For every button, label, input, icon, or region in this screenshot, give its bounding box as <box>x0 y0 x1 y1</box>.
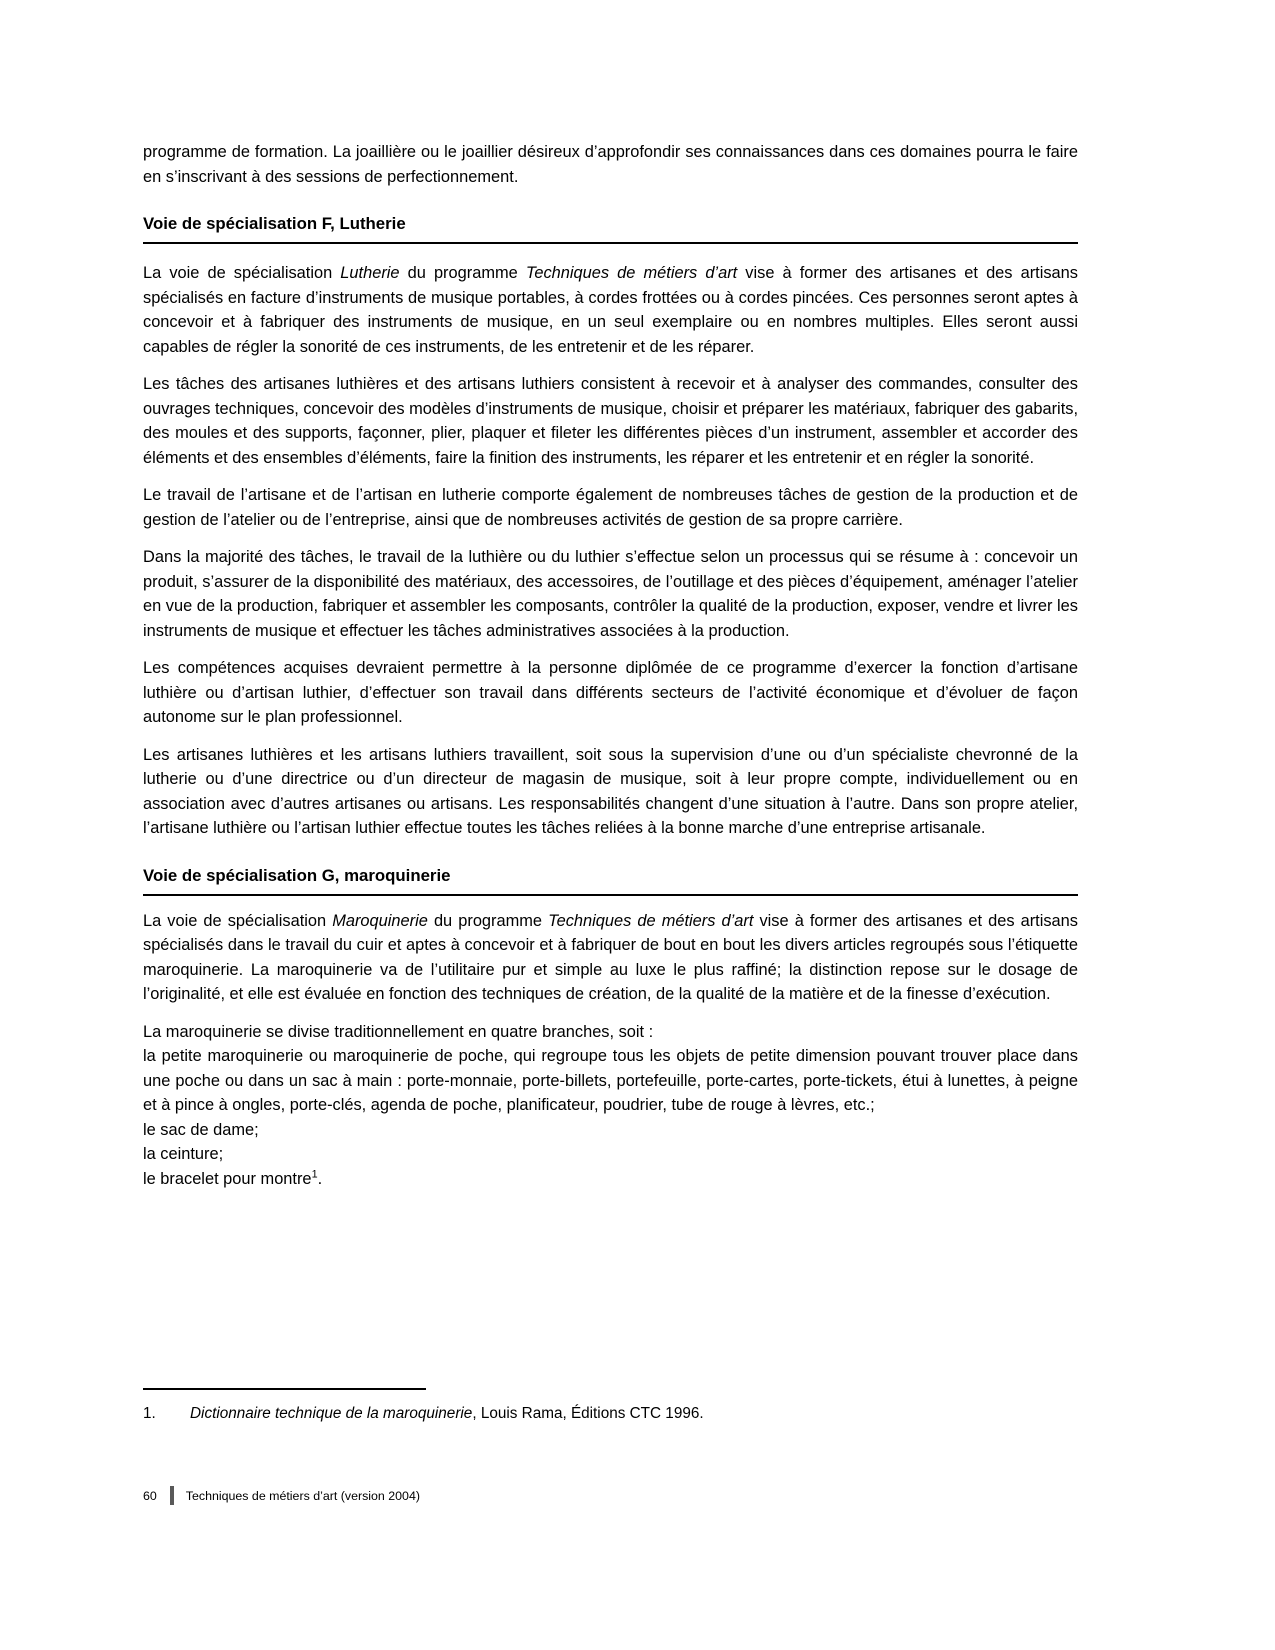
section-heading-maroquinerie: Voie de spécialisation G, maroquinerie <box>143 865 1078 896</box>
paragraph: La maroquinerie se divise traditionnellement en quatre branches, soit : <box>143 1022 654 1041</box>
footnote-number: 1. <box>143 1405 156 1422</box>
footer-document-title: Techniques de métiers d’art (version 2004) <box>185 1488 420 1503</box>
section-heading-lutherie: Voie de spécialisation F, Lutherie <box>143 213 1078 244</box>
paragraph: Les artisanes luthières et les artisans luthiers travaillent, soit sous la supervision d’une ou d’un spécialiste chevronné de la lutherie ou d’une directrice ou d’un directeur de magasin de musique, soit à leur propre compte, individuellement ou en association avec d’autres artisanes ou artisans. Les responsabilités changent d’une situation à l’autre. Dans son propre atelier, l’artisane luthière ou l’artisan luthier effectue toutes les tâches reliées à la bonne marche d’une entreprise artisanale. <box>143 745 1078 837</box>
paragraph: Dans la majorité des tâches, le travail de la luthière ou du luthier s’effectue selon un processus qui se résume à : concevoir un produit, s’assurer de la disponibilité des matériaux, des accessoires, de l’outillage et des pièces d’équipement, aménager l’atelier en vue de la production, fabriquer et assembler les composants, contrôler la qualité de la production, exposer, vendre et livrer les instruments de musique et effectuer les tâches administratives associées à la production. <box>143 548 1078 640</box>
list-item: la ceinture; <box>143 1145 224 1163</box>
paragraph: Les compétences acquises devraient permettre à la personne diplômée de ce programme d’exercer la fonction d’artisane luthière ou d’artisan luthier, d’effectuer son travail dans différents secteurs de l’activité économique et d’évoluer de façon autonome sur le plan professionnel. <box>143 659 1078 726</box>
paragraph: Le travail de l’artisane et de l’artisan en lutherie comporte également de nombreuses tâches de gestion de la production et de gestion de l’atelier ou de l’entreprise, ainsi que de nombreuses activités de gestion de sa propre carrière. <box>143 486 1078 529</box>
list-item: le bracelet pour montre$^1$. <box>143 1168 323 1188</box>
page-number: 60 <box>143 1488 157 1503</box>
paragraph: la petite maroquinerie ou maroquinerie de poche, qui regroupe tous les objets de petite dimension pouvant trouver place dans une poche ou dans un sac à main : porte-monnaie, porte-billets, portefeuille, porte-cartes, porte-tickets, étui à lunettes, à peigne et à pince à ongles, porte-clés, agenda de poche, planificateur, poudrier, tube de rouge à lèvres, etc.; <box>143 1047 1078 1114</box>
page-footer <box>143 1486 420 1505</box>
footnote-text <box>143 1404 1078 1424</box>
footnote-separator <box>143 1388 426 1390</box>
footnote <box>143 1388 1078 1424</box>
page-content <box>143 140 1078 1191</box>
paragraph: La voie de spécialisation Maroquinerie du programme Techniques de métiers d’art vise à former des artisanes et des artisans spécialisés dans le travail du cuir et aptes à concevoir et à fabriquer de bout en bout les divers articles regroupés sous l’étiquette maroquinerie. La maroquinerie va de l’utilitaire pur et simple au luxe le plus raffiné; la distinction repose sur le dosage de l’originalité, et elle est évaluée en fonction des techniques de création, de la qualité de la matière et de la finesse d’exécution. <box>143 911 1078 1003</box>
footer-divider <box>170 1486 174 1505</box>
footnote-citation: Dictionnaire technique de la maroquinerie, Louis Rama, Éditions CTC 1996. <box>190 1405 704 1422</box>
paragraph: La voie de spécialisation Lutherie du programme Techniques de métiers d’art vise à former des artisanes et des artisans spécialisés en facture d’instruments de musique portables, à cordes frottées ou à cordes pincées. Ces personnes seront aptes à concevoir et à fabriquer des instruments de musique, en un seul exemplaire ou en nombres multiples. Elles seront aussi capables de régler la sonorité de ces instruments, de les entretenir et de les réparer. <box>143 264 1078 356</box>
paragraph-intro: programme de formation. La joaillière ou le joaillier désireux d’approfondir ses connaissances dans ces domaines pourra le faire en s’inscrivant à des sessions de perfectionnement. <box>143 143 1078 186</box>
list-item: le sac de dame; <box>143 1120 259 1139</box>
paragraph: Les tâches des artisanes luthières et des artisans luthiers consistent à recevoir et à analyser des commandes, consulter des ouvrages techniques, concevoir des modèles d’instruments de musique, choisir et préparer les matériaux, fabriquer des gabarits, des moules et des supports, façonner, plier, plaquer et fileter les différentes pièces d’un instrument, assembler et accorder des éléments et des ensembles d’éléments, faire la finition des instruments, les réparer et les entretenir et en régler la sonorité. <box>143 375 1078 467</box>
